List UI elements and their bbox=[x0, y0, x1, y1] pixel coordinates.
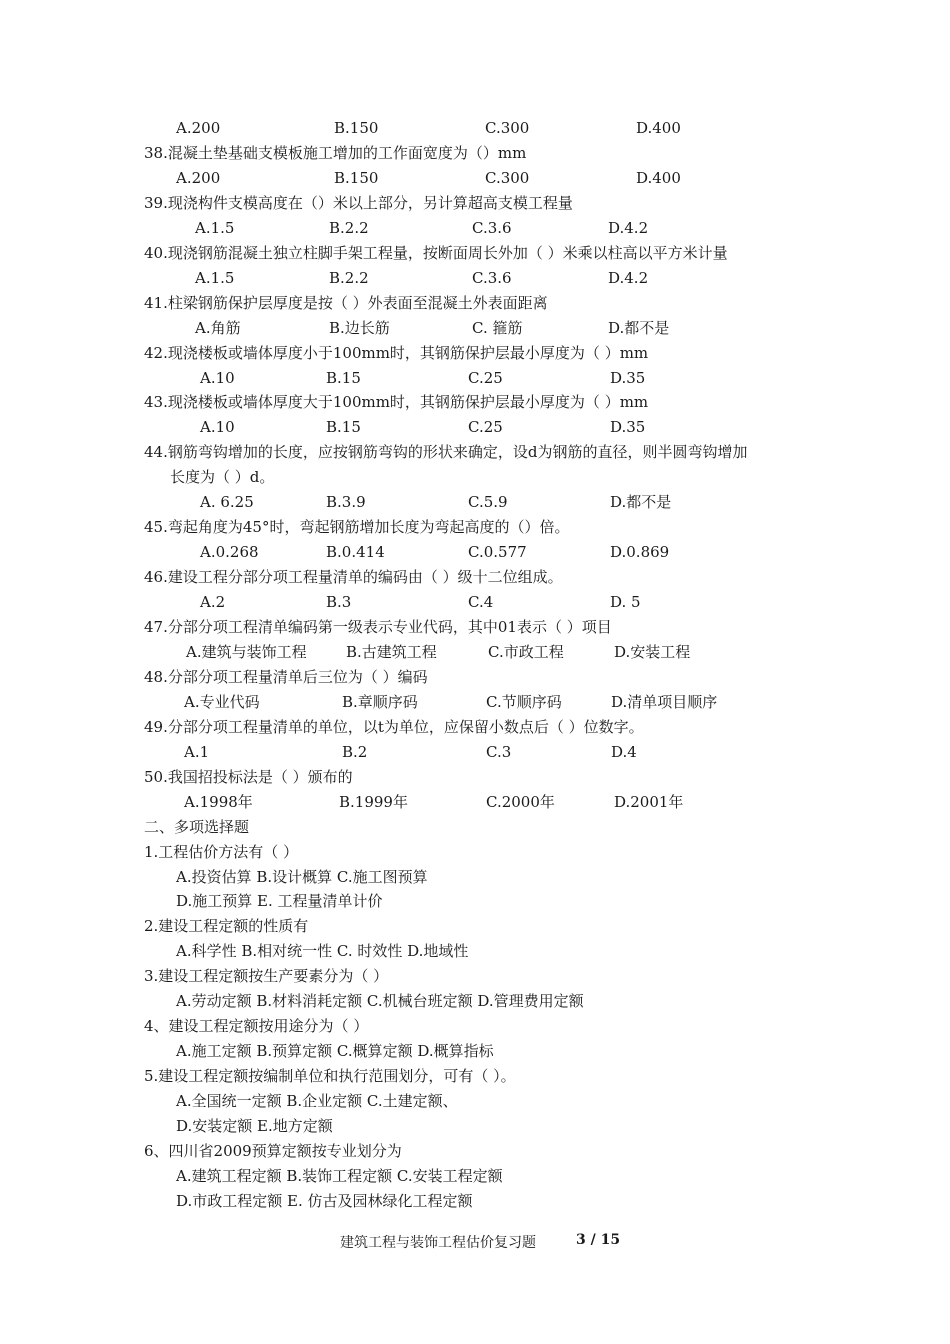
answer-option: C.3.6 bbox=[472, 219, 512, 237]
answer-option: A.10 bbox=[200, 418, 235, 436]
answer-option: C.节顺序码 bbox=[486, 693, 562, 711]
answer-option: D.安装工程 bbox=[614, 643, 691, 661]
answer-option: C.2000年 bbox=[486, 793, 555, 811]
answer-option: D.4.2 bbox=[608, 219, 649, 237]
answer-option: C.3 bbox=[486, 743, 512, 761]
answer-options-line: D.安装定额 E.地方定额 bbox=[176, 1117, 333, 1135]
answer-option: D.35 bbox=[610, 369, 646, 387]
answer-option: B.15 bbox=[326, 418, 361, 436]
answer-options-line: D.施工预算 E. 工程量清单计价 bbox=[176, 892, 383, 910]
answer-option: C.3.6 bbox=[472, 269, 512, 287]
answer-option: C. 箍筋 bbox=[472, 319, 523, 337]
answer-option: D.35 bbox=[610, 418, 646, 436]
answer-option: C.市政工程 bbox=[488, 643, 564, 661]
answer-option: B.3.9 bbox=[326, 493, 366, 511]
question-text: 47.分部分项工程清单编码第一级表示专业代码，其中01表示（ ）项目 bbox=[144, 618, 612, 636]
question-text: 3.建设工程定额按生产要素分为（ ） bbox=[144, 967, 389, 985]
answer-option: B.2.2 bbox=[329, 219, 369, 237]
answer-option: D.2001年 bbox=[614, 793, 684, 811]
answer-option: D.都不是 bbox=[610, 493, 672, 511]
answer-option: C.25 bbox=[468, 369, 503, 387]
answer-option: D.4.2 bbox=[608, 269, 649, 287]
answer-options-line: A.施工定额 B.预算定额 C.概算定额 D.概算指标 bbox=[176, 1042, 494, 1060]
answer-options-line: A.科学性 B.相对统一性 C. 时效性 D.地域性 bbox=[176, 942, 469, 960]
question-text: 45.弯起角度为45°时，弯起钢筋增加长度为弯起高度的（）倍。 bbox=[144, 518, 570, 536]
answer-option: A.1 bbox=[184, 743, 210, 761]
answer-option: A.专业代码 bbox=[184, 693, 260, 711]
answer-option: A.10 bbox=[200, 369, 235, 387]
answer-option: B.古建筑工程 bbox=[346, 643, 437, 661]
answer-option: D.4 bbox=[611, 743, 637, 761]
answer-option: B.0.414 bbox=[326, 543, 385, 561]
answer-option: A.0.268 bbox=[200, 543, 259, 561]
question-text: 6、四川省2009预算定额按专业划分为 bbox=[144, 1142, 402, 1160]
answer-option: B.章顺序码 bbox=[342, 693, 418, 711]
answer-options-line: D.市政工程定额 E. 仿古及园林绿化工程定额 bbox=[176, 1192, 473, 1210]
answer-option: A.2 bbox=[200, 593, 226, 611]
answer-option: C.25 bbox=[468, 418, 503, 436]
answer-option: C.4 bbox=[468, 593, 494, 611]
question-text: 1.工程估价方法有（ ） bbox=[144, 843, 299, 861]
page-number: 3 / 15 bbox=[576, 1232, 621, 1248]
question-continuation: 长度为（ ）d。 bbox=[170, 468, 275, 486]
answer-option: D.都不是 bbox=[608, 319, 670, 337]
answer-option: B.2.2 bbox=[329, 269, 369, 287]
answer-options-line: A.建筑工程定额 B.装饰工程定额 C.安装工程定额 bbox=[176, 1167, 503, 1185]
answer-option: C.300 bbox=[485, 119, 530, 137]
question-text: 38.混凝土垫基础支模板施工增加的工作面宽度为（）mm bbox=[144, 144, 527, 162]
question-text: 42.现浇楼板或墙体厚度小于100mm时，其钢筋保护层最小厚度为（ ）mm bbox=[144, 344, 649, 362]
answer-option: B.2 bbox=[342, 743, 368, 761]
question-text: 二、多项选择题 bbox=[144, 818, 250, 836]
answer-option: B.边长筋 bbox=[329, 319, 390, 337]
question-text: 5.建设工程定额按编制单位和执行范围划分，可有（ ）。 bbox=[144, 1067, 516, 1085]
answer-option: B.15 bbox=[326, 369, 361, 387]
question-text: 41.柱梁钢筋保护层厚度是按（ ）外表面至混凝土外表面距离 bbox=[144, 294, 548, 312]
answer-option: D.清单项目顺序 bbox=[611, 693, 718, 711]
question-text: 2.建设工程定额的性质有 bbox=[144, 917, 309, 935]
answer-options-line: A.劳动定额 B.材料消耗定额 C.机械台班定额 D.管理费用定额 bbox=[176, 992, 584, 1010]
answer-option: C.0.577 bbox=[468, 543, 527, 561]
answer-options-line: A.全国统一定额 B.企业定额 C.土建定额、 bbox=[176, 1092, 458, 1110]
answer-option: D.400 bbox=[636, 119, 681, 137]
answer-option: C.300 bbox=[485, 169, 530, 187]
question-text: 4、建设工程定额按用途分为（ ） bbox=[144, 1017, 369, 1035]
question-text: 44.钢筋弯钩增加的长度，应按钢筋弯钩的形状来确定，设d为钢筋的直径，则半圆弯钩增加 bbox=[144, 443, 748, 461]
footer-title: 建筑工程与装饰工程估价复习题 bbox=[340, 1235, 536, 1251]
answer-option: C.5.9 bbox=[468, 493, 508, 511]
answer-option: A.200 bbox=[176, 169, 221, 187]
question-text: 40.现浇钢筋混凝土独立柱脚手架工程量，按断面周长外加（ ）米乘以柱高以平方米计量 bbox=[144, 244, 728, 262]
answer-option: D.0.869 bbox=[610, 543, 670, 561]
answer-option: A. 6.25 bbox=[200, 493, 254, 511]
question-text: 39.现浇构件支模高度在（）米以上部分，另计算超高支模工程量 bbox=[144, 194, 573, 212]
answer-option: D. 5 bbox=[610, 593, 641, 611]
answer-option: B.150 bbox=[334, 169, 379, 187]
question-text: 43.现浇楼板或墙体厚度大于100mm时，其钢筋保护层最小厚度为（ ）mm bbox=[144, 393, 649, 411]
answer-option: A.200 bbox=[176, 119, 221, 137]
answer-option: A.1.5 bbox=[195, 269, 235, 287]
page-footer bbox=[0, 1232, 950, 1252]
answer-option: D.400 bbox=[636, 169, 681, 187]
answer-option: A.角筋 bbox=[195, 319, 241, 337]
question-text: 49.分部分项工程量清单的单位，以t为单位，应保留小数点后（ ）位数字。 bbox=[144, 718, 644, 736]
question-text: 46.建设工程分部分项工程量清单的编码由（ ）级十二位组成。 bbox=[144, 568, 563, 586]
answer-option: A.1.5 bbox=[195, 219, 235, 237]
question-text: 50.我国招投标法是（ ）颁布的 bbox=[144, 768, 353, 786]
answer-options-line: A.投资估算 B.设计概算 C.施工图预算 bbox=[176, 868, 428, 886]
answer-option: B.3 bbox=[326, 593, 352, 611]
answer-option: B.150 bbox=[334, 119, 379, 137]
answer-option: B.1999年 bbox=[339, 793, 408, 811]
answer-option: A.1998年 bbox=[184, 793, 253, 811]
answer-option: A.建筑与装饰工程 bbox=[186, 643, 307, 661]
question-text: 48.分部分项工程量清单后三位为（ ）编码 bbox=[144, 668, 428, 686]
